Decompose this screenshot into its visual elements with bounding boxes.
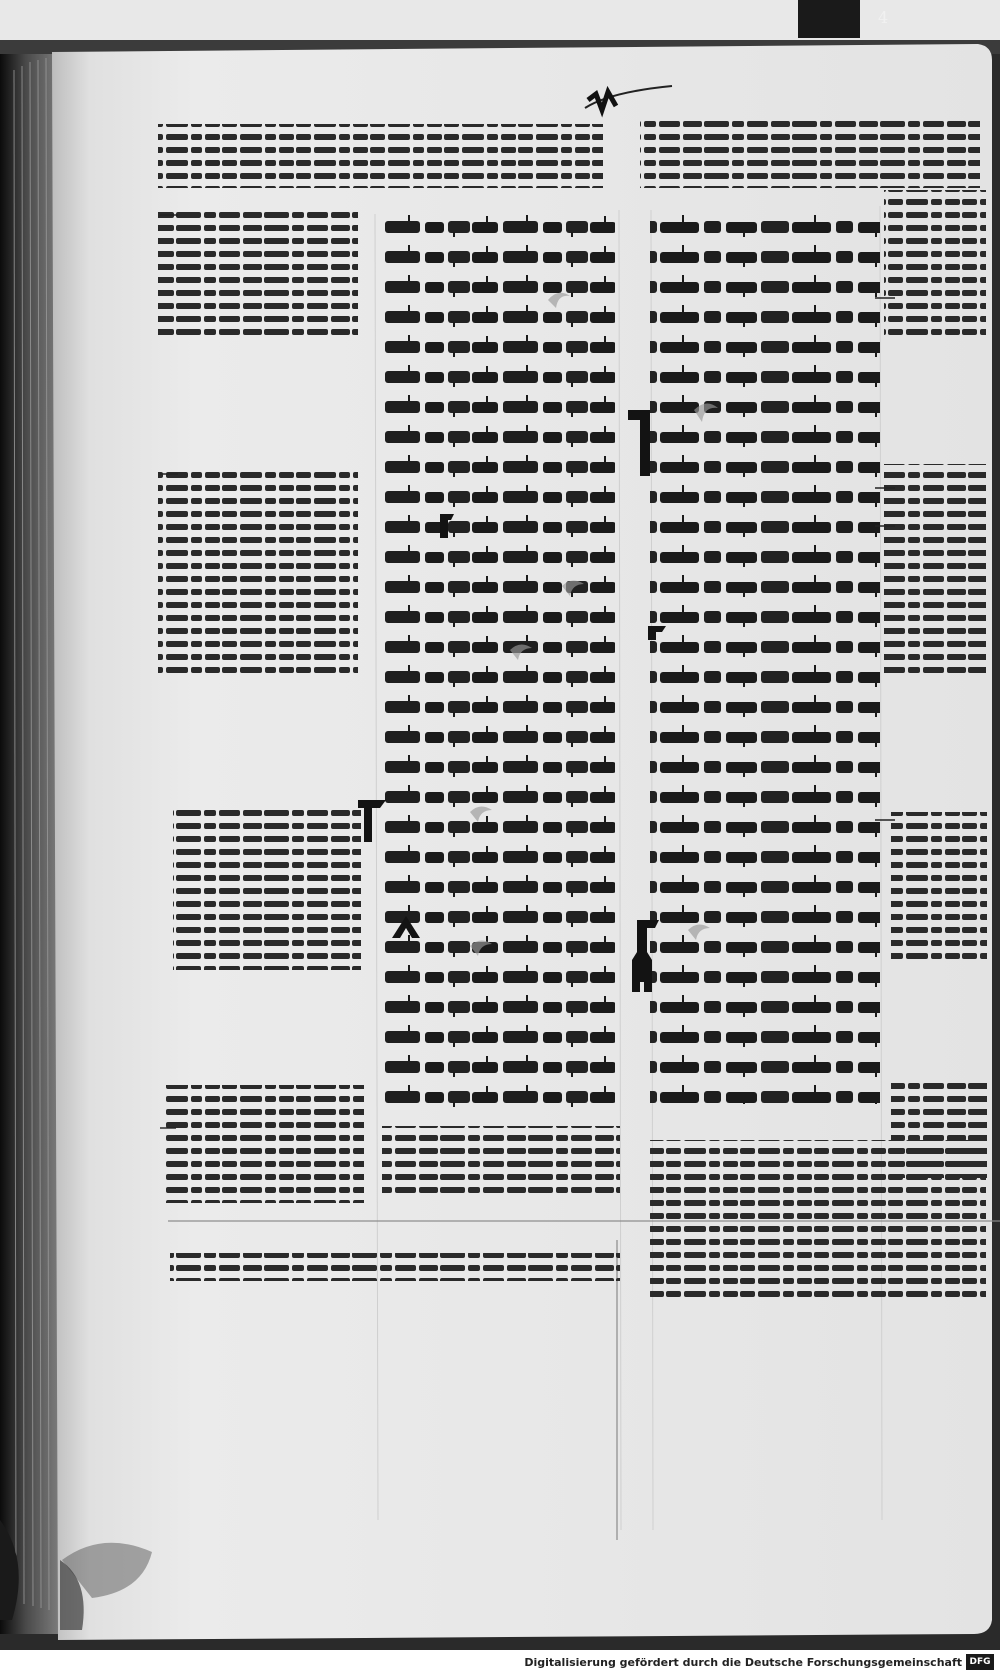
digitization-footer <box>0 1650 1000 1676</box>
folio-number: 4 <box>878 8 889 27</box>
funding-credit-text: Digitalisierung gefördert durch die Deutsche Forschungsgemeinschaft <box>524 1656 962 1669</box>
dfg-logo: DFG <box>966 1654 994 1670</box>
